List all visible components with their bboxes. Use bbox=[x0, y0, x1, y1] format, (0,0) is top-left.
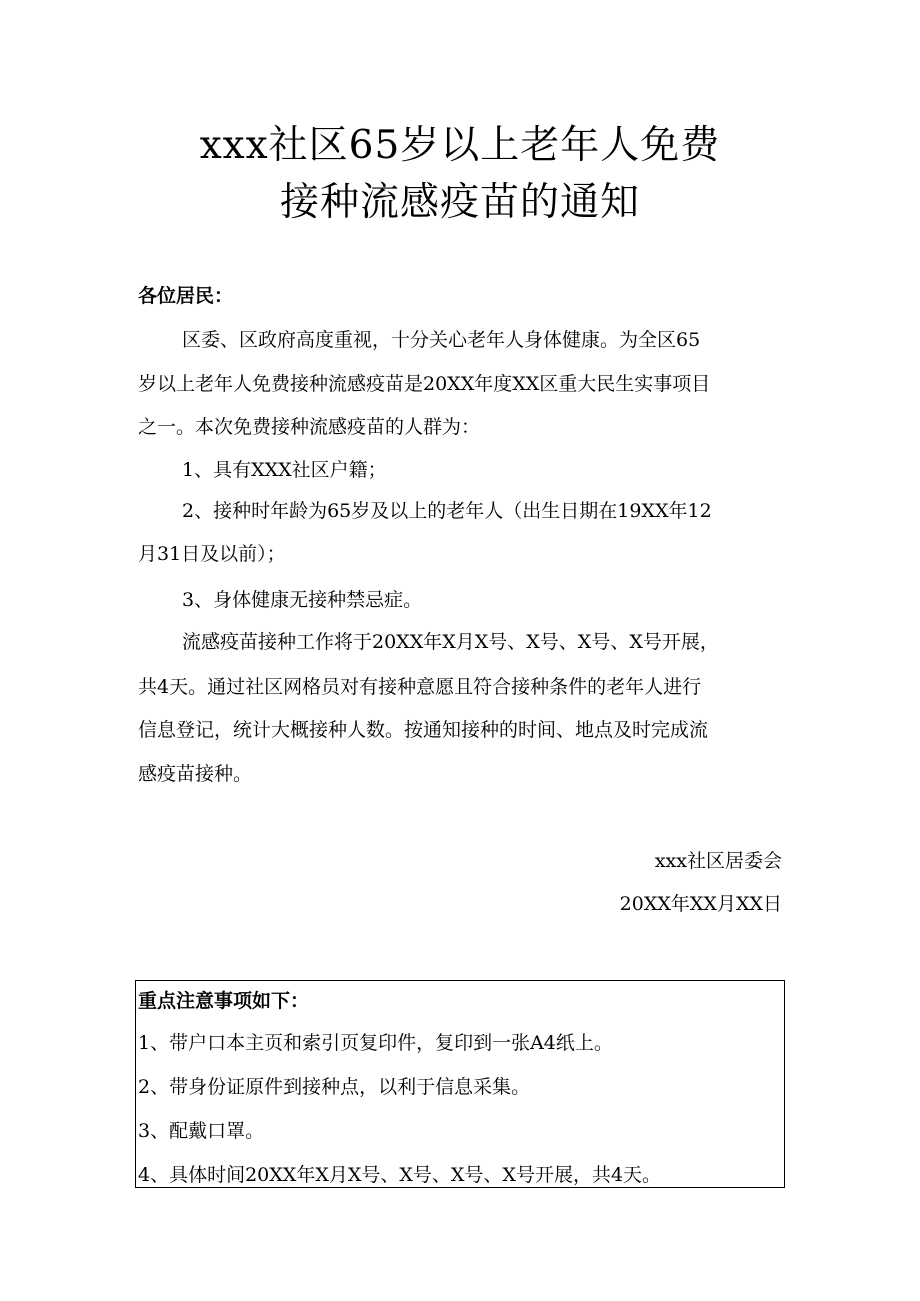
paragraph-1-line-1: 区委、区政府高度重视，十分关心老年人身体健康。为全区65 bbox=[182, 329, 701, 351]
paragraph-2-line-1: 流感疫苗接种工作将于20XX年X月X号、X号、X号、X号开展， bbox=[182, 631, 719, 653]
criteria-item-2-line-2: 月31日及以前）； bbox=[138, 543, 286, 565]
notice-item-3: 3、配戴口罩。 bbox=[138, 1120, 265, 1142]
notice-box bbox=[135, 980, 785, 1188]
title-line-1: xxx社区65岁以上老年人免费 bbox=[199, 123, 721, 168]
paragraph-1-line-3: 之一。本次免费接种流感疫苗的人群为： bbox=[138, 416, 481, 438]
notice-item-1: 1、带户口本主页和索引页复印件，复印到一张A4纸上。 bbox=[138, 1032, 613, 1054]
notice-item-4: 4、具体时间20XX年X月X号、X号、X号、X号开展，共4天。 bbox=[138, 1164, 662, 1186]
criteria-item-3: 3、身体健康无接种禁忌症。 bbox=[182, 589, 423, 611]
signature-date: 20XX年XX月XX日 bbox=[619, 893, 782, 915]
notice-heading: 重点注意事项如下： bbox=[138, 990, 310, 1012]
signature-org: xxx社区居委会 bbox=[654, 850, 782, 872]
salutation: 各位居民： bbox=[138, 285, 234, 307]
title-line-2: 接种流感疫苗的通知 bbox=[279, 180, 640, 225]
notice-item-2: 2、带身份证原件到接种点，以利于信息采集。 bbox=[138, 1076, 531, 1098]
paragraph-1-line-2: 岁以上老年人免费接种流感疫苗是20XX年度XX区重大民生实事项目 bbox=[138, 373, 711, 395]
criteria-item-1: 1、具有XXX社区户籍； bbox=[182, 459, 387, 481]
paragraph-2-line-3: 信息登记，统计大概接种人数。按通知接种的时间、地点及时完成流 bbox=[138, 719, 709, 741]
paragraph-2-line-4: 感疫苗接种。 bbox=[138, 763, 253, 785]
criteria-item-2-line-1: 2、接种时年龄为65岁及以上的老年人（出生日期在19XX年12 bbox=[182, 500, 712, 522]
paragraph-2-line-2: 共4天。通过社区网格员对有接种意愿且符合接种条件的老年人进行 bbox=[138, 676, 702, 698]
